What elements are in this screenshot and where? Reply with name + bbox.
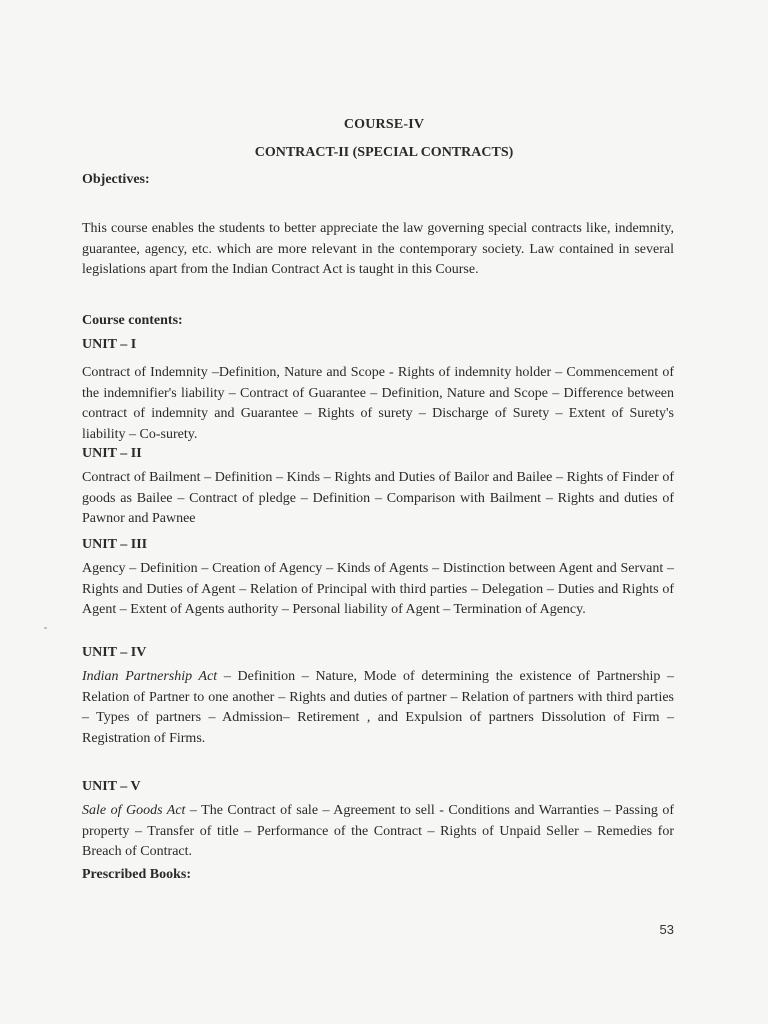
unit-3-text: Agency – Definition – Creation of Agency – Kinds of Agents – Distinction between Agent and Servant – Rights and Duties of Agent – Relation of Principal with third parties – Delegation – Duties and Rights of Agent – Extent of Agents authority – Personal liability of Agent – Termination of Agency. xyxy=(82,561,674,617)
unit-4-act-name: Indian Partnership Act xyxy=(82,669,218,684)
objectives-text: This course enables the students to better appreciate the law governing special contracts like, indemnity, guarantee, agency, etc. which are more relevant in the contemporary society. Law contained in several legislations apart from the Indian Contract Act is taught in this Course. xyxy=(82,221,674,277)
unit-5-label: UNIT – V xyxy=(82,779,141,794)
objectives-heading: Objectives: xyxy=(82,172,150,187)
unit-4-label: UNIT – IV xyxy=(82,645,147,660)
unit-5-text xyxy=(82,801,674,863)
page-number: 53 xyxy=(659,922,674,937)
unit-1-text: Contract of Indemnity –Definition, Nature and Scope - Rights of indemnity holder – Commencement of the indemnifier's liability – Contract of Guarantee – Definition, Nature and Scope – Difference between contract of indemnity and Guarantee – Rights of surety – Discharge of Surety – Extent of Surety's liability – Co-surety. xyxy=(82,365,674,442)
course-subtitle: CONTRACT-II (SPECIAL CONTRACTS) xyxy=(254,145,514,160)
unit-4-text xyxy=(82,667,674,749)
scan-speck xyxy=(44,627,47,629)
unit-4-body: – Definition – Nature, Mode of determining the existence of Partnership – Relation of Partner to one another – Rights and duties of partner – Relation of partners with third parties – Types of partners – Admission– Retirement , and Expulsion of partners Dissolution of Firm – Registration of Firms. xyxy=(82,669,675,746)
unit-1-label: UNIT – I xyxy=(82,337,137,352)
unit-3-label: UNIT – III xyxy=(82,537,148,552)
unit-2-text: Contract of Bailment – Definition – Kinds – Rights and Duties of Bailor and Bailee – Rights of Finder of goods as Bailee – Contract of pledge – Definition – Comparison with Bailment – Rights and duties of Pawnor and Pawnee xyxy=(82,470,674,526)
prescribed-books-heading: Prescribed Books: xyxy=(82,867,192,882)
course-title: COURSE-IV xyxy=(343,117,425,132)
unit-5-body: – The Contract of sale – Agreement to sell - Conditions and Warranties – Passing of property – Transfer of title – Performance of the Contract – Rights of Unpaid Seller – Remedies for Breach of Contract. xyxy=(82,803,674,859)
course-contents-heading: Course contents: xyxy=(82,313,183,328)
unit-5-act-name: Sale of Goods Act xyxy=(82,803,186,818)
unit-2-label: UNIT – II xyxy=(82,446,142,461)
